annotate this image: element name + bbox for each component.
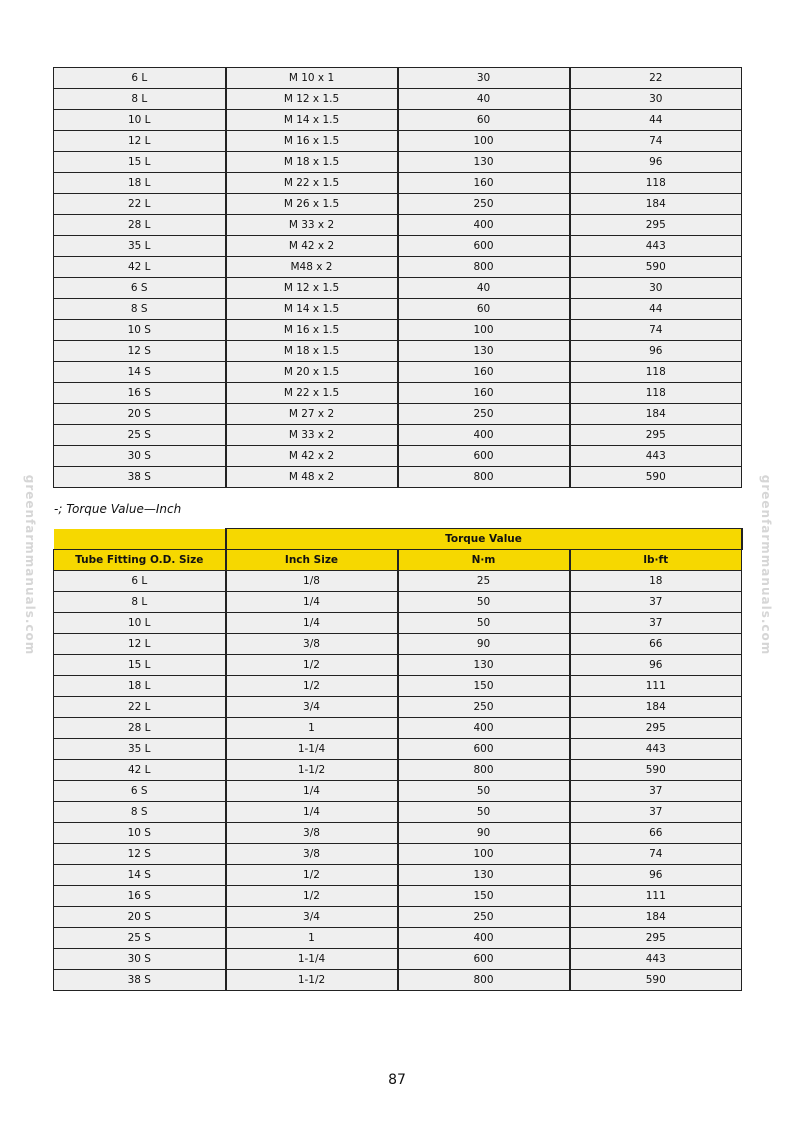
cell-nm: 400: [398, 425, 570, 446]
table-row: [54, 278, 742, 299]
cell-lbft: 295: [570, 718, 742, 739]
cell-thread-size: M 10 x 1: [226, 68, 398, 89]
table-row: [54, 89, 742, 110]
cell-tube-size: 10 L: [54, 613, 226, 634]
cell-thread-size: M 33 x 2: [226, 215, 398, 236]
cell-lbft: 66: [570, 634, 742, 655]
cell-tube-size: 18 L: [54, 676, 226, 697]
table-row: [54, 571, 742, 592]
cell-thread-size: M 12 x 1.5: [226, 89, 398, 110]
cell-nm: 130: [398, 341, 570, 362]
cell-lbft: 184: [570, 194, 742, 215]
cell-tube-size: 12 S: [54, 341, 226, 362]
table-row: [54, 446, 742, 467]
cell-tube-size: 8 L: [54, 592, 226, 613]
cell-thread-size: 1: [226, 928, 398, 949]
cell-tube-size: 38 S: [54, 467, 226, 488]
cell-thread-size: M 22 x 1.5: [226, 383, 398, 404]
cell-lbft: 37: [570, 781, 742, 802]
cell-lbft: 118: [570, 173, 742, 194]
cell-tube-size: 22 L: [54, 194, 226, 215]
table-header-row: [54, 550, 742, 571]
table-row: [54, 152, 742, 173]
cell-nm: 50: [398, 592, 570, 613]
cell-nm: 90: [398, 634, 570, 655]
table-row: [54, 425, 742, 446]
cell-tube-size: 42 L: [54, 760, 226, 781]
table-row: [54, 110, 742, 131]
cell-thread-size: 3/4: [226, 697, 398, 718]
cell-tube-size: 35 L: [54, 236, 226, 257]
cell-lbft: 111: [570, 676, 742, 697]
cell-tube-size: 25 S: [54, 928, 226, 949]
cell-thread-size: 1/2: [226, 655, 398, 676]
table-row: [54, 613, 742, 634]
cell-tube-size: 6 S: [54, 781, 226, 802]
cell-nm: 130: [398, 865, 570, 886]
cell-nm: 160: [398, 383, 570, 404]
cell-nm: 250: [398, 697, 570, 718]
cell-tube-size: 30 S: [54, 446, 226, 467]
cell-thread-size: 3/8: [226, 823, 398, 844]
table-row: [54, 865, 742, 886]
table-caption: -; Torque Value—Inch: [54, 502, 182, 516]
table-row: [54, 467, 742, 488]
cell-lbft: 22: [570, 68, 742, 89]
cell-tube-size: 42 L: [54, 257, 226, 278]
cell-tube-size: 14 S: [54, 362, 226, 383]
cell-nm: 250: [398, 404, 570, 425]
cell-tube-size: 6 L: [54, 571, 226, 592]
cell-tube-size: 8 L: [54, 89, 226, 110]
cell-lbft: 96: [570, 152, 742, 173]
cell-tube-size: 20 S: [54, 404, 226, 425]
cell-nm: 60: [398, 110, 570, 131]
cell-nm: 600: [398, 739, 570, 760]
cell-thread-size: M 33 x 2: [226, 425, 398, 446]
cell-thread-size: M 14 x 1.5: [226, 110, 398, 131]
cell-nm: 150: [398, 886, 570, 907]
cell-tube-size: 18 L: [54, 173, 226, 194]
table-row: [54, 949, 742, 970]
table-row: [54, 781, 742, 802]
cell-lbft: 96: [570, 865, 742, 886]
cell-thread-size: 3/8: [226, 844, 398, 865]
cell-tube-size: 16 S: [54, 886, 226, 907]
cell-nm: 150: [398, 676, 570, 697]
cell-nm: 60: [398, 299, 570, 320]
cell-lbft: 111: [570, 886, 742, 907]
cell-thread-size: M 18 x 1.5: [226, 152, 398, 173]
table-row: [54, 362, 742, 383]
cell-thread-size: M 12 x 1.5: [226, 278, 398, 299]
cell-lbft: 295: [570, 928, 742, 949]
cell-lbft: 184: [570, 404, 742, 425]
cell-tube-size: 30 S: [54, 949, 226, 970]
cell-thread-size: 1/4: [226, 613, 398, 634]
watermark-left: greenfarmmanuals.com: [23, 474, 37, 656]
cell-thread-size: 1: [226, 718, 398, 739]
cell-thread-size: 3/4: [226, 907, 398, 928]
cell-thread-size: M 18 x 1.5: [226, 341, 398, 362]
cell-lbft: 443: [570, 236, 742, 257]
cell-lbft: 443: [570, 739, 742, 760]
cell-nm: 100: [398, 844, 570, 865]
cell-lbft: 37: [570, 802, 742, 823]
cell-lbft: 590: [570, 257, 742, 278]
cell-tube-size: 12 L: [54, 131, 226, 152]
table-row: [54, 173, 742, 194]
cell-lbft: 184: [570, 907, 742, 928]
cell-nm: 800: [398, 257, 570, 278]
table-row: [54, 383, 742, 404]
page-number: 87: [388, 1072, 406, 1088]
cell-nm: 40: [398, 278, 570, 299]
cell-tube-size: 14 S: [54, 865, 226, 886]
cell-lbft: 118: [570, 362, 742, 383]
cell-tube-size: 6 L: [54, 68, 226, 89]
cell-thread-size: M 42 x 2: [226, 236, 398, 257]
table-row: [54, 718, 742, 739]
cell-thread-size: 1-1/2: [226, 760, 398, 781]
inch-torque-table: [53, 528, 743, 991]
cell-nm: 130: [398, 655, 570, 676]
cell-lbft: 96: [570, 341, 742, 362]
cell-nm: 100: [398, 131, 570, 152]
cell-tube-size: 22 L: [54, 697, 226, 718]
table-row: [54, 886, 742, 907]
cell-lbft: 74: [570, 844, 742, 865]
cell-nm: 250: [398, 907, 570, 928]
table-row: [54, 215, 742, 236]
cell-nm: 100: [398, 320, 570, 341]
cell-thread-size: M 42 x 2: [226, 446, 398, 467]
table-row: [54, 299, 742, 320]
table-row: [54, 760, 742, 781]
cell-lbft: 37: [570, 613, 742, 634]
table-row: [54, 928, 742, 949]
cell-nm: 400: [398, 718, 570, 739]
cell-lbft: 295: [570, 425, 742, 446]
cell-nm: 400: [398, 215, 570, 236]
table-row: [54, 697, 742, 718]
table-row: [54, 592, 742, 613]
table-row: [54, 634, 742, 655]
metric-torque-table: [53, 67, 742, 488]
cell-tube-size: 28 L: [54, 215, 226, 236]
cell-tube-size: 12 L: [54, 634, 226, 655]
table-row: [54, 823, 742, 844]
cell-tube-size: 8 S: [54, 802, 226, 823]
header-blank-cell: [54, 529, 226, 550]
table-row: [54, 655, 742, 676]
table-row: [54, 257, 742, 278]
cell-tube-size: 10 S: [54, 823, 226, 844]
cell-thread-size: 1/2: [226, 865, 398, 886]
cell-nm: 800: [398, 970, 570, 991]
table-row: [54, 970, 742, 991]
cell-tube-size: 28 L: [54, 718, 226, 739]
cell-lbft: 44: [570, 110, 742, 131]
cell-tube-size: 10 L: [54, 110, 226, 131]
cell-nm: 250: [398, 194, 570, 215]
cell-nm: 50: [398, 613, 570, 634]
cell-nm: 400: [398, 928, 570, 949]
cell-lbft: 18: [570, 571, 742, 592]
cell-lbft: 96: [570, 655, 742, 676]
cell-nm: 50: [398, 781, 570, 802]
cell-nm: 50: [398, 802, 570, 823]
cell-tube-size: 15 L: [54, 655, 226, 676]
cell-thread-size: 1/4: [226, 592, 398, 613]
cell-lbft: 118: [570, 383, 742, 404]
cell-nm: 90: [398, 823, 570, 844]
cell-lbft: 590: [570, 970, 742, 991]
table-row: [54, 68, 742, 89]
cell-tube-size: 16 S: [54, 383, 226, 404]
cell-thread-size: M 16 x 1.5: [226, 131, 398, 152]
cell-tube-size: 25 S: [54, 425, 226, 446]
cell-lbft: 443: [570, 949, 742, 970]
cell-tube-size: 12 S: [54, 844, 226, 865]
table-row: [54, 802, 742, 823]
header-nm: N·m: [398, 550, 570, 571]
cell-lbft: 590: [570, 467, 742, 488]
cell-lbft: 184: [570, 697, 742, 718]
cell-thread-size: 1-1/4: [226, 949, 398, 970]
cell-thread-size: M 16 x 1.5: [226, 320, 398, 341]
cell-thread-size: 1/4: [226, 781, 398, 802]
table-group-header-row: [54, 529, 742, 550]
cell-thread-size: M48 x 2: [226, 257, 398, 278]
cell-thread-size: 1/8: [226, 571, 398, 592]
cell-nm: 130: [398, 152, 570, 173]
cell-lbft: 74: [570, 131, 742, 152]
cell-thread-size: M 14 x 1.5: [226, 299, 398, 320]
cell-tube-size: 6 S: [54, 278, 226, 299]
cell-nm: 800: [398, 467, 570, 488]
table-row: [54, 194, 742, 215]
cell-nm: 160: [398, 173, 570, 194]
cell-thread-size: 1/2: [226, 886, 398, 907]
header-lbft: lb·ft: [570, 550, 742, 571]
cell-thread-size: M 20 x 1.5: [226, 362, 398, 383]
torque-value-header: Torque Value: [226, 529, 742, 550]
table-row: [54, 320, 742, 341]
cell-nm: 600: [398, 949, 570, 970]
cell-thread-size: 1/4: [226, 802, 398, 823]
cell-nm: 800: [398, 760, 570, 781]
header-tube-size: Tube Fitting O.D. Size: [54, 550, 226, 571]
cell-tube-size: 15 L: [54, 152, 226, 173]
cell-nm: 160: [398, 362, 570, 383]
cell-nm: 30: [398, 68, 570, 89]
cell-thread-size: 1/2: [226, 676, 398, 697]
table-row: [54, 844, 742, 865]
cell-lbft: 295: [570, 215, 742, 236]
table-row: [54, 236, 742, 257]
cell-thread-size: 3/8: [226, 634, 398, 655]
table-row: [54, 907, 742, 928]
watermark-right: greenfarmmanuals.com: [759, 474, 773, 656]
cell-thread-size: M 26 x 1.5: [226, 194, 398, 215]
cell-lbft: 30: [570, 89, 742, 110]
cell-tube-size: 20 S: [54, 907, 226, 928]
cell-lbft: 590: [570, 760, 742, 781]
cell-thread-size: 1-1/2: [226, 970, 398, 991]
cell-tube-size: 35 L: [54, 739, 226, 760]
cell-lbft: 66: [570, 823, 742, 844]
cell-tube-size: 10 S: [54, 320, 226, 341]
cell-nm: 25: [398, 571, 570, 592]
table-row: [54, 676, 742, 697]
table-row: [54, 739, 742, 760]
cell-lbft: 74: [570, 320, 742, 341]
table-row: [54, 131, 742, 152]
table-row: [54, 341, 742, 362]
cell-tube-size: 8 S: [54, 299, 226, 320]
cell-nm: 600: [398, 446, 570, 467]
cell-lbft: 30: [570, 278, 742, 299]
cell-thread-size: 1-1/4: [226, 739, 398, 760]
cell-lbft: 37: [570, 592, 742, 613]
cell-lbft: 443: [570, 446, 742, 467]
cell-tube-size: 38 S: [54, 970, 226, 991]
cell-thread-size: M 48 x 2: [226, 467, 398, 488]
header-inch-size: Inch Size: [226, 550, 398, 571]
cell-thread-size: M 27 x 2: [226, 404, 398, 425]
cell-thread-size: M 22 x 1.5: [226, 173, 398, 194]
cell-nm: 600: [398, 236, 570, 257]
table-row: [54, 404, 742, 425]
cell-nm: 40: [398, 89, 570, 110]
cell-lbft: 44: [570, 299, 742, 320]
